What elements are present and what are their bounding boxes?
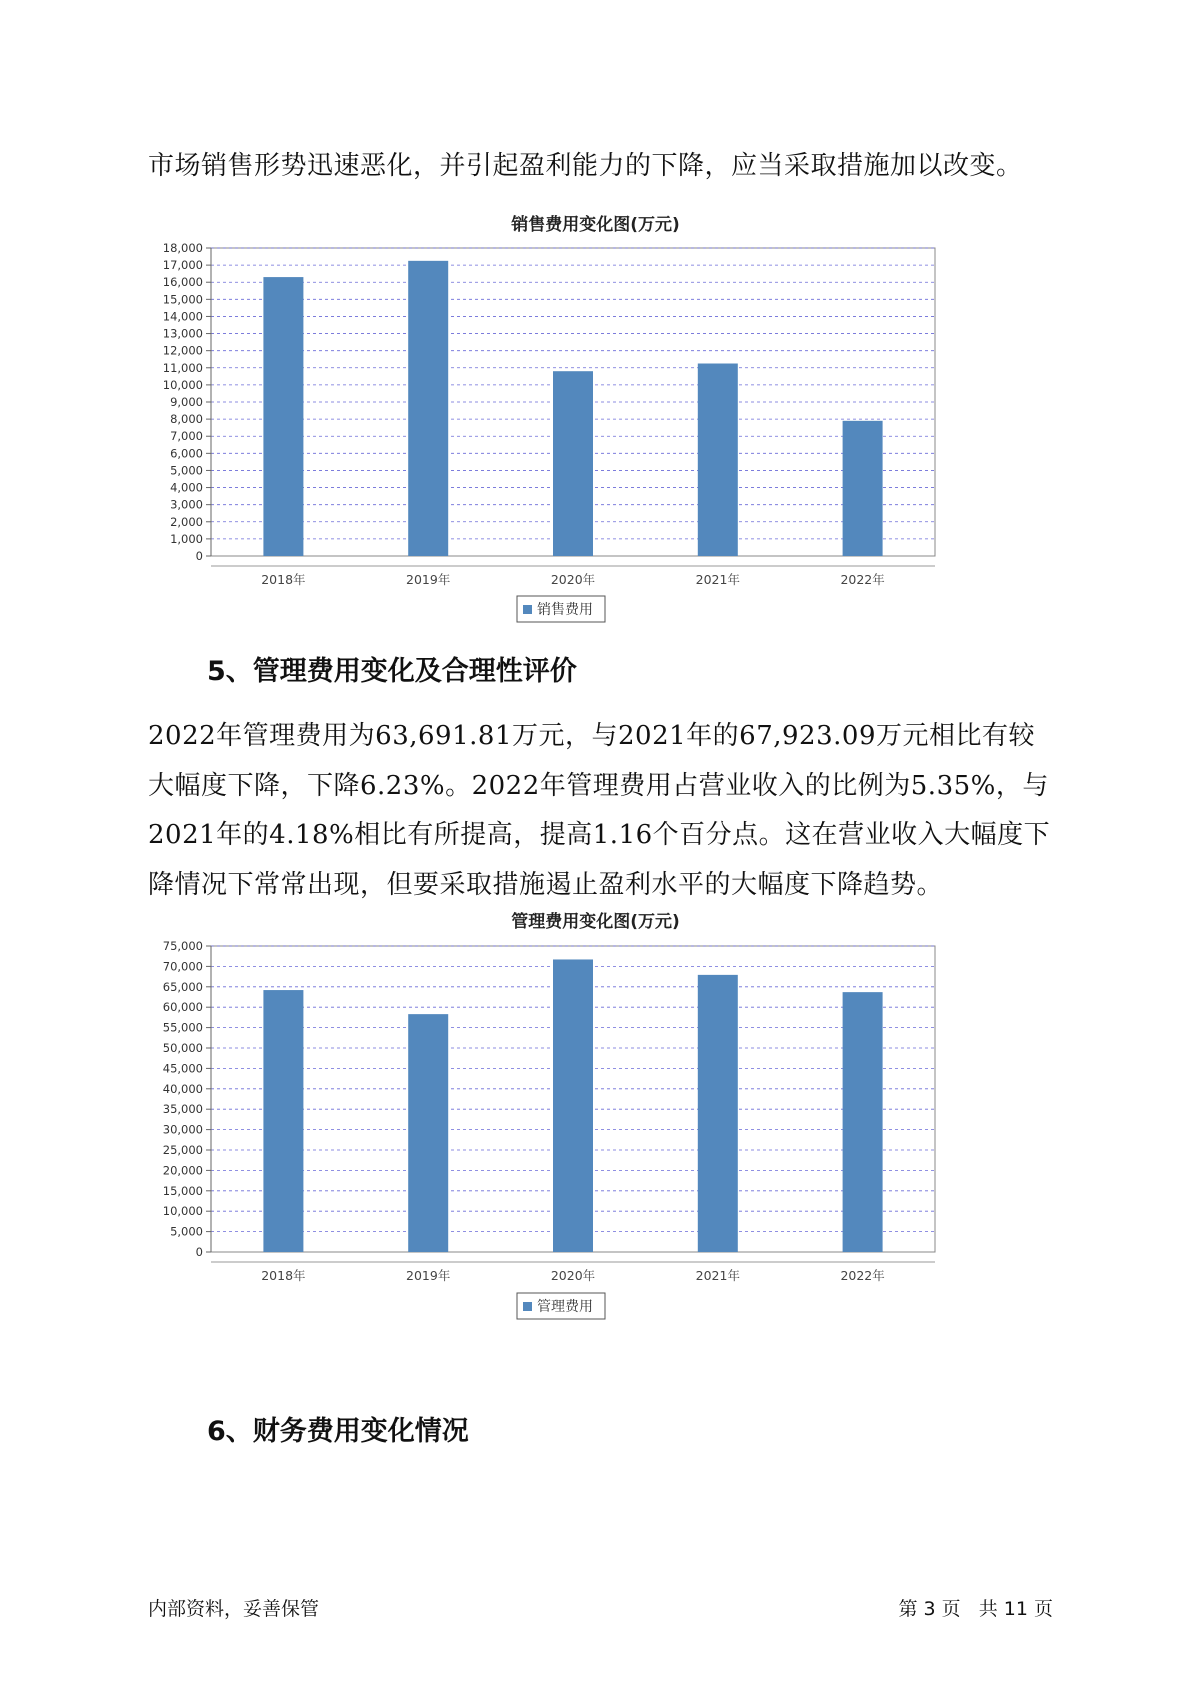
y-tick-label: 7,000 bbox=[170, 429, 203, 444]
x-tick-label: 2018年 bbox=[261, 572, 306, 587]
x-tick-label: 2018年 bbox=[261, 1268, 306, 1283]
x-tick-label: 2022年 bbox=[840, 1268, 885, 1283]
y-tick-label: 18,000 bbox=[162, 241, 203, 255]
section-heading-finance-expense: 6、财务费用变化情况 bbox=[207, 1416, 469, 1447]
bar bbox=[553, 959, 593, 1252]
y-tick-label: 5,000 bbox=[170, 463, 203, 478]
y-tick-label: 70,000 bbox=[162, 959, 203, 974]
y-tick-label: 0 bbox=[195, 549, 203, 563]
x-tick-label: 2020年 bbox=[550, 572, 596, 587]
y-tick-label: 60,000 bbox=[162, 1000, 203, 1015]
y-tick-label: 2,000 bbox=[170, 514, 203, 529]
y-tick-label: 65,000 bbox=[162, 979, 203, 994]
y-tick-label: 25,000 bbox=[162, 1143, 203, 1157]
y-tick-label: 20,000 bbox=[162, 1163, 203, 1178]
section-heading-management-expense: 5、管理费用变化及合理性评价 bbox=[207, 656, 577, 687]
bar bbox=[263, 990, 303, 1252]
footer-confidential-note: 内部资料，妥善保管 bbox=[148, 1598, 320, 1620]
y-tick-label: 13,000 bbox=[162, 326, 203, 341]
y-tick-label: 55,000 bbox=[162, 1020, 203, 1035]
legend-swatch bbox=[523, 1302, 532, 1311]
y-tick-label: 50,000 bbox=[162, 1041, 203, 1055]
x-tick-label: 2020年 bbox=[550, 1268, 596, 1283]
footer-page-number: 第 3 页 共 11 页 bbox=[898, 1598, 1053, 1620]
bar bbox=[408, 1014, 448, 1252]
x-tick-label: 2021年 bbox=[695, 1268, 740, 1283]
bar bbox=[698, 975, 738, 1252]
y-tick-label: 45,000 bbox=[162, 1061, 203, 1076]
x-tick-label: 2022年 bbox=[840, 572, 885, 587]
y-tick-label: 3,000 bbox=[170, 497, 203, 512]
x-tick-label: 2021年 bbox=[695, 572, 740, 587]
y-tick-label: 0 bbox=[195, 1245, 203, 1259]
y-tick-label: 1,000 bbox=[170, 531, 203, 546]
y-tick-label: 12,000 bbox=[162, 343, 203, 358]
y-tick-label: 15,000 bbox=[162, 1183, 203, 1198]
y-tick-label: 16,000 bbox=[162, 275, 203, 290]
y-tick-label: 8,000 bbox=[170, 412, 203, 427]
y-tick-label: 40,000 bbox=[162, 1081, 203, 1096]
y-tick-label: 5,000 bbox=[170, 1224, 203, 1239]
y-tick-label: 17,000 bbox=[162, 258, 203, 273]
y-tick-label: 14,000 bbox=[162, 309, 203, 324]
y-tick-label: 4,000 bbox=[170, 480, 203, 495]
y-tick-label: 10,000 bbox=[162, 1204, 203, 1219]
management-expense-paragraph: 2022年管理费用为63,691.81万元，与2021年的67,923.09万元相比有较大幅度下降，下降6.23%。2022年管理费用占营业收入的比例为5.35%，与2021年的4.18%相比有所提高，提高1.16个百分点。这在营业收入大幅度下降情况下常常出现，但要采取措施遏止盈利水平的大幅度下降趋势。 bbox=[148, 721, 1051, 900]
y-tick-label: 30,000 bbox=[162, 1122, 203, 1137]
y-tick-label: 35,000 bbox=[162, 1102, 203, 1117]
intro-paragraph: 市场销售形势迅速恶化，并引起盈利能力的下降，应当采取措施加以改变。 bbox=[148, 151, 1023, 181]
y-tick-label: 15,000 bbox=[162, 292, 203, 307]
legend-label: 管理费用 bbox=[537, 1299, 593, 1315]
chart-title: 管理费用变化图(万元) bbox=[511, 912, 680, 932]
legend-label: 销售费用 bbox=[537, 602, 593, 618]
x-tick-label: 2019年 bbox=[406, 572, 451, 587]
y-tick-label: 9,000 bbox=[170, 395, 203, 409]
x-tick-label: 2019年 bbox=[406, 1268, 451, 1283]
y-tick-label: 11,000 bbox=[162, 360, 203, 375]
bar bbox=[843, 992, 883, 1252]
y-tick-label: 6,000 bbox=[170, 446, 203, 461]
chart-title: 销售费用变化图(万元) bbox=[511, 215, 680, 235]
y-tick-label: 75,000 bbox=[162, 939, 203, 953]
y-tick-label: 10,000 bbox=[162, 377, 203, 392]
